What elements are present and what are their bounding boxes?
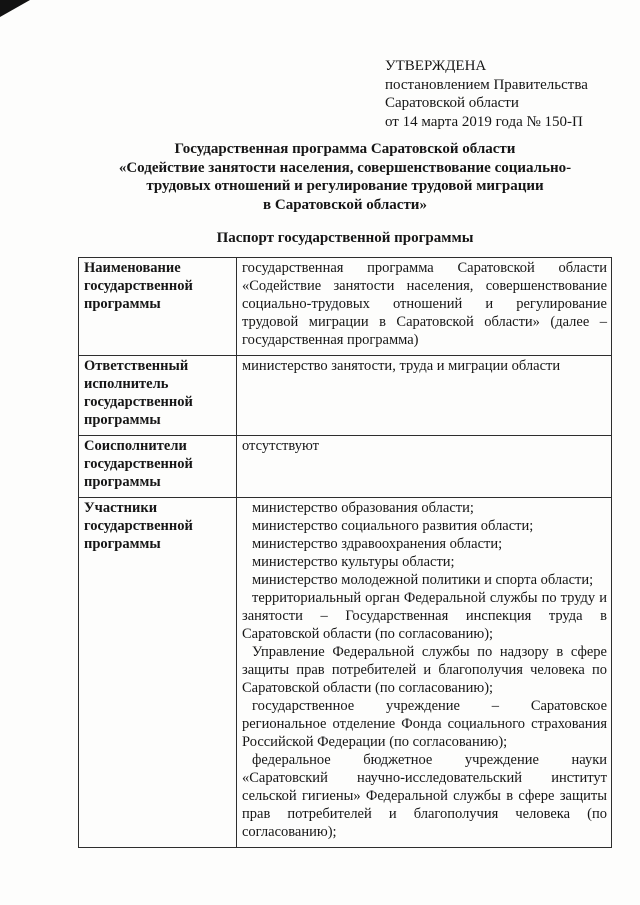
document-title [78,140,612,214]
row-value-text: отсутствуют [242,438,319,454]
participant-item: Управление Федеральной службы по надзору в сфере защиты прав потребителей и благополучия человека по Саратовской области (по согласованию); [242,644,607,696]
table-row-participants [79,498,612,848]
title-line: «Содействие занятости населения, совершенствование социально- [118,159,572,176]
row-value-text: государственная программа Саратовской области «Содействие занятости населения, совершенствование социально-трудовых отношений и регулирование трудовой миграции в Саратовской области» (далее – государственная программа) [242,260,607,348]
approval-line: постановлением Правительства [385,76,588,93]
row-value-text: министерство занятости, труда и миграции области [242,358,561,374]
approval-line: Саратовской области [385,95,519,111]
row-label-program-name: Наименование государственной программы [79,258,237,356]
table-row-responsible-executor [79,356,612,436]
row-label-responsible-executor: Ответственный исполнитель государственной программы [79,356,237,436]
passport-table [78,257,612,848]
participant-item: территориальный орган Федеральной службы по труду и занятости – Государственная инспекция труда в Саратовской области (по согласованию); [242,590,607,642]
row-value-co-executors [237,436,612,498]
row-value-responsible-executor [237,356,612,436]
participant-item: федеральное бюджетное учреждение науки «Саратовский научно-исследовательский институт сельской гигиены» Федеральной службы в сфере защиты прав потребителей и благополучия человека (по согласованию); [242,752,607,840]
table-row-co-executors [79,436,612,498]
participant-item: государственное учреждение – Саратовское региональное отделение Фонда социального страхования Российской Федерации (по согласованию); [242,698,607,750]
table-row-program-name [79,258,612,356]
title-line: трудовых отношений и регулирование трудовой миграции [146,178,544,194]
row-label-co-executors: Соисполнители государственной программы [79,436,237,498]
title-line: Государственная программа Саратовской области [174,141,516,157]
scan-corner-artifact [0,0,30,17]
row-value-program-name [237,258,612,356]
approval-block [385,57,588,131]
row-value-participants [237,498,612,848]
title-line: в Саратовской области» [263,196,427,213]
participant-item: министерство социального развития области; [252,518,534,534]
participant-item: министерство образования области; [252,500,474,516]
section-heading: Паспорт государственной программы [216,230,474,246]
participant-item: министерство культуры области; [252,554,455,570]
participant-item: министерство молодежной политики и спорта области; [252,572,594,588]
approval-line: от 14 марта 2019 года № 150-П [385,113,583,130]
participant-item: министерство здравоохранения области; [252,536,503,552]
row-label-participants: Участники государственной программы [79,498,237,848]
approval-line: УТВЕРЖДЕНА [385,58,487,74]
